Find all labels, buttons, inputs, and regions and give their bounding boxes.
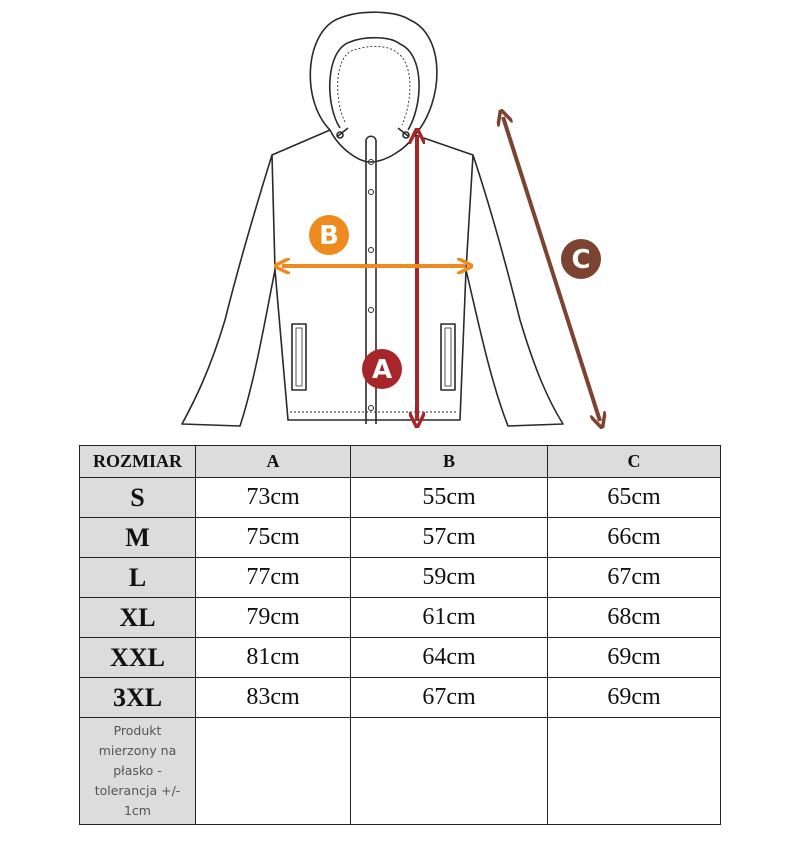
note-row (80, 718, 721, 825)
badge-b-label: B (319, 221, 339, 251)
empty-cell (548, 718, 721, 825)
value-c-cell: 66cm (548, 518, 721, 558)
header-b: B (351, 446, 548, 478)
size-cell: S (80, 478, 196, 518)
value-b-cell: 55cm (351, 478, 548, 518)
badge-c-label: C (571, 245, 591, 275)
table-header-row (80, 446, 721, 478)
value-a-cell: 79cm (196, 598, 351, 638)
size-cell: L (80, 558, 196, 598)
header-c: C (548, 446, 721, 478)
value-b-cell: 61cm (351, 598, 548, 638)
value-b-cell: 59cm (351, 558, 548, 598)
value-c-cell: 69cm (548, 638, 721, 678)
table-row (80, 478, 721, 518)
empty-cell (351, 718, 548, 825)
value-b-cell: 67cm (351, 678, 548, 718)
table-row (80, 558, 721, 598)
value-c-cell: 69cm (548, 678, 721, 718)
header-size: ROZMIAR (80, 446, 196, 478)
measurement-note: Produkt mierzony na płasko - tolerancja +/- 1cm (80, 718, 196, 825)
value-a-cell: 73cm (196, 478, 351, 518)
badge-a-label: A (371, 355, 393, 385)
size-cell: XXL (80, 638, 196, 678)
value-c-cell: 67cm (548, 558, 721, 598)
value-c-cell: 65cm (548, 478, 721, 518)
size-chart-table (79, 445, 721, 825)
size-cell: M (80, 518, 196, 558)
value-b-cell: 57cm (351, 518, 548, 558)
empty-cell (196, 718, 351, 825)
value-a-cell: 83cm (196, 678, 351, 718)
table-row (80, 678, 721, 718)
value-a-cell: 77cm (196, 558, 351, 598)
table-row (80, 518, 721, 558)
size-cell: XL (80, 598, 196, 638)
header-a: A (196, 446, 351, 478)
value-c-cell: 68cm (548, 598, 721, 638)
size-cell: 3XL (80, 678, 196, 718)
table-row (80, 598, 721, 638)
value-a-cell: 81cm (196, 638, 351, 678)
table-row (80, 638, 721, 678)
value-b-cell: 64cm (351, 638, 548, 678)
value-a-cell: 75cm (196, 518, 351, 558)
